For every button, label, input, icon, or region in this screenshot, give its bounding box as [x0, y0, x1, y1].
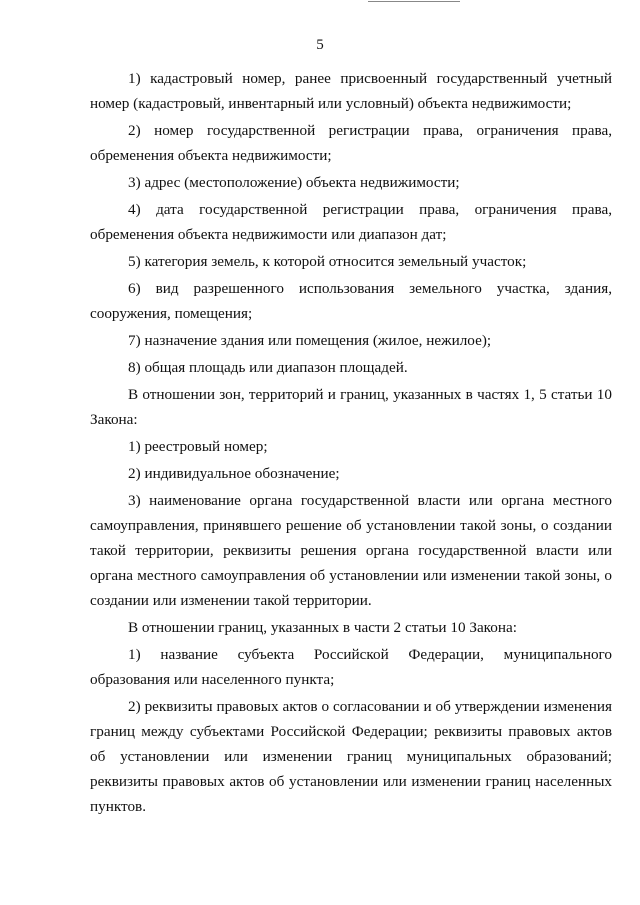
paragraph-2: 2) номер государственной регистрации права, ограничения права, обременения объекта недвижимости;	[90, 122, 612, 164]
paragraph-4: 4) дата государственной регистрации права, ограничения права, обременения объекта недвижимости или диапазон дат;	[90, 201, 612, 243]
paragraph-7: 7) назначение здания или помещения (жилое, нежилое);	[128, 332, 492, 349]
paragraph-9: В отношении зон, территорий и границ, указанных в частях 1, 5 статьи 10 Закона:	[90, 386, 612, 428]
paragraph-13: В отношении границ, указанных в части 2 статьи 10 Закона:	[128, 619, 517, 636]
paragraph-6: 6) вид разрешенного использования земельного участка, здания, сооружения, помещения;	[90, 280, 612, 322]
paragraph-11: 2) индивидуальное обозначение;	[128, 465, 340, 482]
paragraph-1: 1) кадастровый номер, ранее присвоенный государственный учетный номер (кадастровый, инвентарный или условный) объекта недвижимости;	[90, 70, 612, 112]
page-number: 5	[316, 37, 324, 53]
paragraph-10: 1) реестровый номер;	[128, 438, 268, 455]
top-edge-line	[368, 1, 460, 2]
paragraph-14: 1) название субъекта Российской Федерации, муниципального образования или населенного пункта;	[90, 646, 612, 688]
paragraph-5: 5) категория земель, к которой относится земельный участок;	[128, 253, 527, 270]
paragraph-12: 3) наименование органа государственной власти или органа местного самоуправления, принявшего решение об установлении такой зоны, о создании такой территории, реквизиты решения органа государственной власти или органа местного самоуправления об установлении или изменении такой зоны, о создании или изменении такой территории.	[90, 492, 612, 609]
body-text	[90, 66, 612, 819]
paragraph-3: 3) адрес (местоположение) объекта недвижимости;	[128, 174, 460, 191]
paragraph-8: 8) общая площадь или диапазон площадей.	[128, 359, 408, 376]
paragraph-15: 2) реквизиты правовых актов о согласовании и об утверждении изменения границ между субъектами Российской Федерации; реквизиты правовых актов об установлении или изменении границ муниципальных образований; реквизиты правовых актов об установлении или изменении границ населенных пунктов.	[90, 698, 612, 815]
